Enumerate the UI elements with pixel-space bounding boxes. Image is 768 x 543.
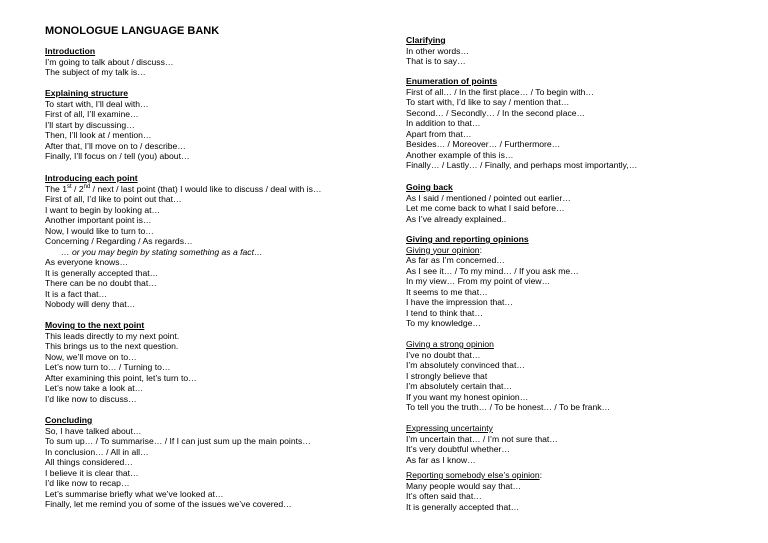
section-giving-and-reporting-opinions bbox=[406, 234, 751, 329]
phrase-line: There can be no doubt that… bbox=[45, 278, 157, 288]
phrase-line: Let’s now take a look at… bbox=[45, 383, 144, 393]
phrase-line: It seems to me that… bbox=[406, 286, 488, 297]
phrase-line: Besides… / Moreover… / Furthermore… bbox=[406, 139, 561, 149]
phrase-line: Another example of this is… bbox=[406, 149, 514, 160]
phrase-line: Let’s now turn to… / Turning to… bbox=[45, 362, 171, 372]
section-introducing-each-point bbox=[45, 173, 390, 310]
phrase-line: Now, I would like to turn to… bbox=[45, 225, 154, 236]
subheading: Expressing uncertainty bbox=[406, 423, 493, 433]
subheading: Reporting somebody else’s opinion bbox=[406, 470, 540, 480]
phrase-line: Another important point is… bbox=[45, 215, 152, 225]
phrase-line: Nobody will deny that… bbox=[45, 299, 136, 309]
phrase-line: To start with, I’d like to say / mention that… bbox=[406, 97, 570, 107]
phrase-line: It’s often said that… bbox=[406, 491, 482, 501]
section-heading: Introduction bbox=[45, 46, 96, 56]
phrase-line: Finally… / Lastly… / Finally, and perhaps most importantly,… bbox=[406, 160, 638, 170]
phrase-line: Concerning / Regarding / As regards… bbox=[45, 236, 193, 246]
section-reporting-others-opinion bbox=[406, 470, 751, 512]
phrase-line: After that, I’ll move on to / describe… bbox=[45, 140, 186, 151]
phrase-line: It is a fact that… bbox=[45, 288, 108, 299]
italic-note: … or you may begin by stating something as a fact… bbox=[61, 246, 263, 257]
subheading: Giving your opinion bbox=[406, 244, 480, 255]
phrase-line: If you want my honest opinion… bbox=[406, 391, 529, 402]
phrase-line: Now, we’ll move on to… bbox=[45, 351, 137, 362]
phrase-line: Finally, I’ll focus on / tell (you) about… bbox=[45, 151, 190, 161]
phrase-line: To start with, I’ll deal with… bbox=[45, 98, 149, 109]
phrase-line: Finally, let me remind you of some of the issues we’ve covered… bbox=[45, 499, 292, 509]
phrase-line: As far as I know… bbox=[406, 454, 476, 465]
section-heading: Enumeration of points bbox=[406, 76, 498, 86]
section-enumeration-of-points bbox=[406, 76, 751, 171]
phrase-line: I’d like now to discuss… bbox=[45, 393, 137, 404]
phrase-line: Second… / Secondly… / In the second place… bbox=[406, 107, 586, 118]
phrase-line: Many people would say that… bbox=[406, 480, 522, 491]
section-clarifying bbox=[406, 35, 751, 67]
phrase-line: After examining this point, let’s turn to… bbox=[45, 372, 197, 383]
phrase-line: First of all, I’d like to point out that… bbox=[45, 194, 182, 204]
phrase-line-ordinal: The 1st / 2nd / next / last point (that) I would like to discuss / deal with is… bbox=[45, 183, 322, 194]
phrase-line: As I see it… / To my mind… / If you ask me… bbox=[406, 265, 579, 276]
subheading: Giving a strong opinion bbox=[406, 339, 494, 349]
section-introduction bbox=[45, 46, 390, 78]
phrase-line: To my knowledge… bbox=[406, 318, 481, 328]
phrase-line: I strongly believe that bbox=[406, 370, 488, 381]
page-title: MONOLOGUE LANGUAGE BANK bbox=[45, 25, 220, 37]
section-heading: Moving to the next point bbox=[45, 320, 145, 330]
phrase-line: First of all, I’ll examine… bbox=[45, 109, 139, 119]
section-explaining-structure bbox=[45, 88, 390, 162]
section-heading: Clarifying bbox=[406, 35, 446, 45]
phrase-line: I have the impression that… bbox=[406, 297, 513, 307]
phrase-line: Apart from that… bbox=[406, 128, 472, 139]
phrase-line: As I said / mentioned / pointed out earlier… bbox=[406, 192, 571, 203]
section-expressing-uncertainty bbox=[406, 423, 751, 465]
section-heading: Giving and reporting opinions bbox=[406, 234, 529, 244]
phrase-line: All things considered… bbox=[45, 457, 133, 467]
phrase-line: In other words… bbox=[406, 45, 470, 56]
phrase-line: I’d like now to recap… bbox=[45, 478, 130, 488]
phrase-line: As I’ve already explained.. bbox=[406, 213, 507, 224]
section-giving-strong-opinion bbox=[406, 339, 751, 413]
phrase-line: I’m uncertain that… / I’m not sure that… bbox=[406, 433, 558, 444]
phrase-line: I’ll start by discussing… bbox=[45, 119, 135, 130]
phrase-line: Let’s summarise briefly what we’ve looked at… bbox=[45, 488, 224, 499]
phrase-line: I believe it is clear that… bbox=[45, 467, 139, 478]
phrase-line: As everyone knows… bbox=[45, 257, 129, 267]
section-heading: Concluding bbox=[45, 415, 93, 425]
subheading-line: Giving your opinion: bbox=[406, 244, 482, 255]
phrase-line: In my view… From my point of view… bbox=[406, 276, 551, 286]
phrase-line: Then, I’ll look at / mention… bbox=[45, 130, 152, 140]
section-going-back bbox=[406, 182, 751, 224]
phrase-line: That is to say… bbox=[406, 56, 466, 66]
phrase-line: As far as I’m concerned… bbox=[406, 255, 505, 265]
phrase-line: I’ve no doubt that… bbox=[406, 349, 481, 360]
subheading-line: Reporting somebody else’s opinion: bbox=[406, 470, 542, 480]
phrase-line: I want to begin by looking at… bbox=[45, 204, 161, 215]
phrase-line: I tend to think that… bbox=[406, 307, 483, 318]
section-heading: Introducing each point bbox=[45, 173, 138, 183]
phrase-line: To sum up… / To summarise… / If I can just sum up the main points… bbox=[45, 436, 311, 446]
phrase-line: I’m absolutely convinced that… bbox=[406, 360, 525, 370]
phrase-line: In addition to that… bbox=[406, 118, 481, 128]
phrase-line: In conclusion… / All in all… bbox=[45, 446, 149, 457]
phrase-line: To tell you the truth… / To be honest… / To be frank… bbox=[406, 402, 611, 412]
phrase-line: Let me come back to what I said before… bbox=[406, 203, 565, 213]
phrase-line: It is generally accepted that… bbox=[406, 501, 520, 512]
phrase-line: So, I have talked about… bbox=[45, 425, 142, 436]
phrase-line: It’s very doubtful whether… bbox=[406, 444, 510, 454]
section-moving-to-next-point bbox=[45, 320, 390, 404]
phrase-line: This brings us to the next question. bbox=[45, 341, 179, 351]
phrase-line: I’m going to talk about / discuss… bbox=[45, 56, 174, 67]
phrase-line: The subject of my talk is… bbox=[45, 67, 146, 77]
section-heading: Explaining structure bbox=[45, 88, 129, 98]
phrase-line: First of all… / In the first place… / To begin with… bbox=[406, 86, 595, 97]
phrase-line: This leads directly to my next point. bbox=[45, 330, 180, 341]
section-heading: Going back bbox=[406, 182, 453, 192]
phrase-line: I’m absolutely certain that… bbox=[406, 381, 513, 391]
section-concluding bbox=[45, 415, 390, 510]
phrase-line: It is generally accepted that… bbox=[45, 267, 159, 278]
